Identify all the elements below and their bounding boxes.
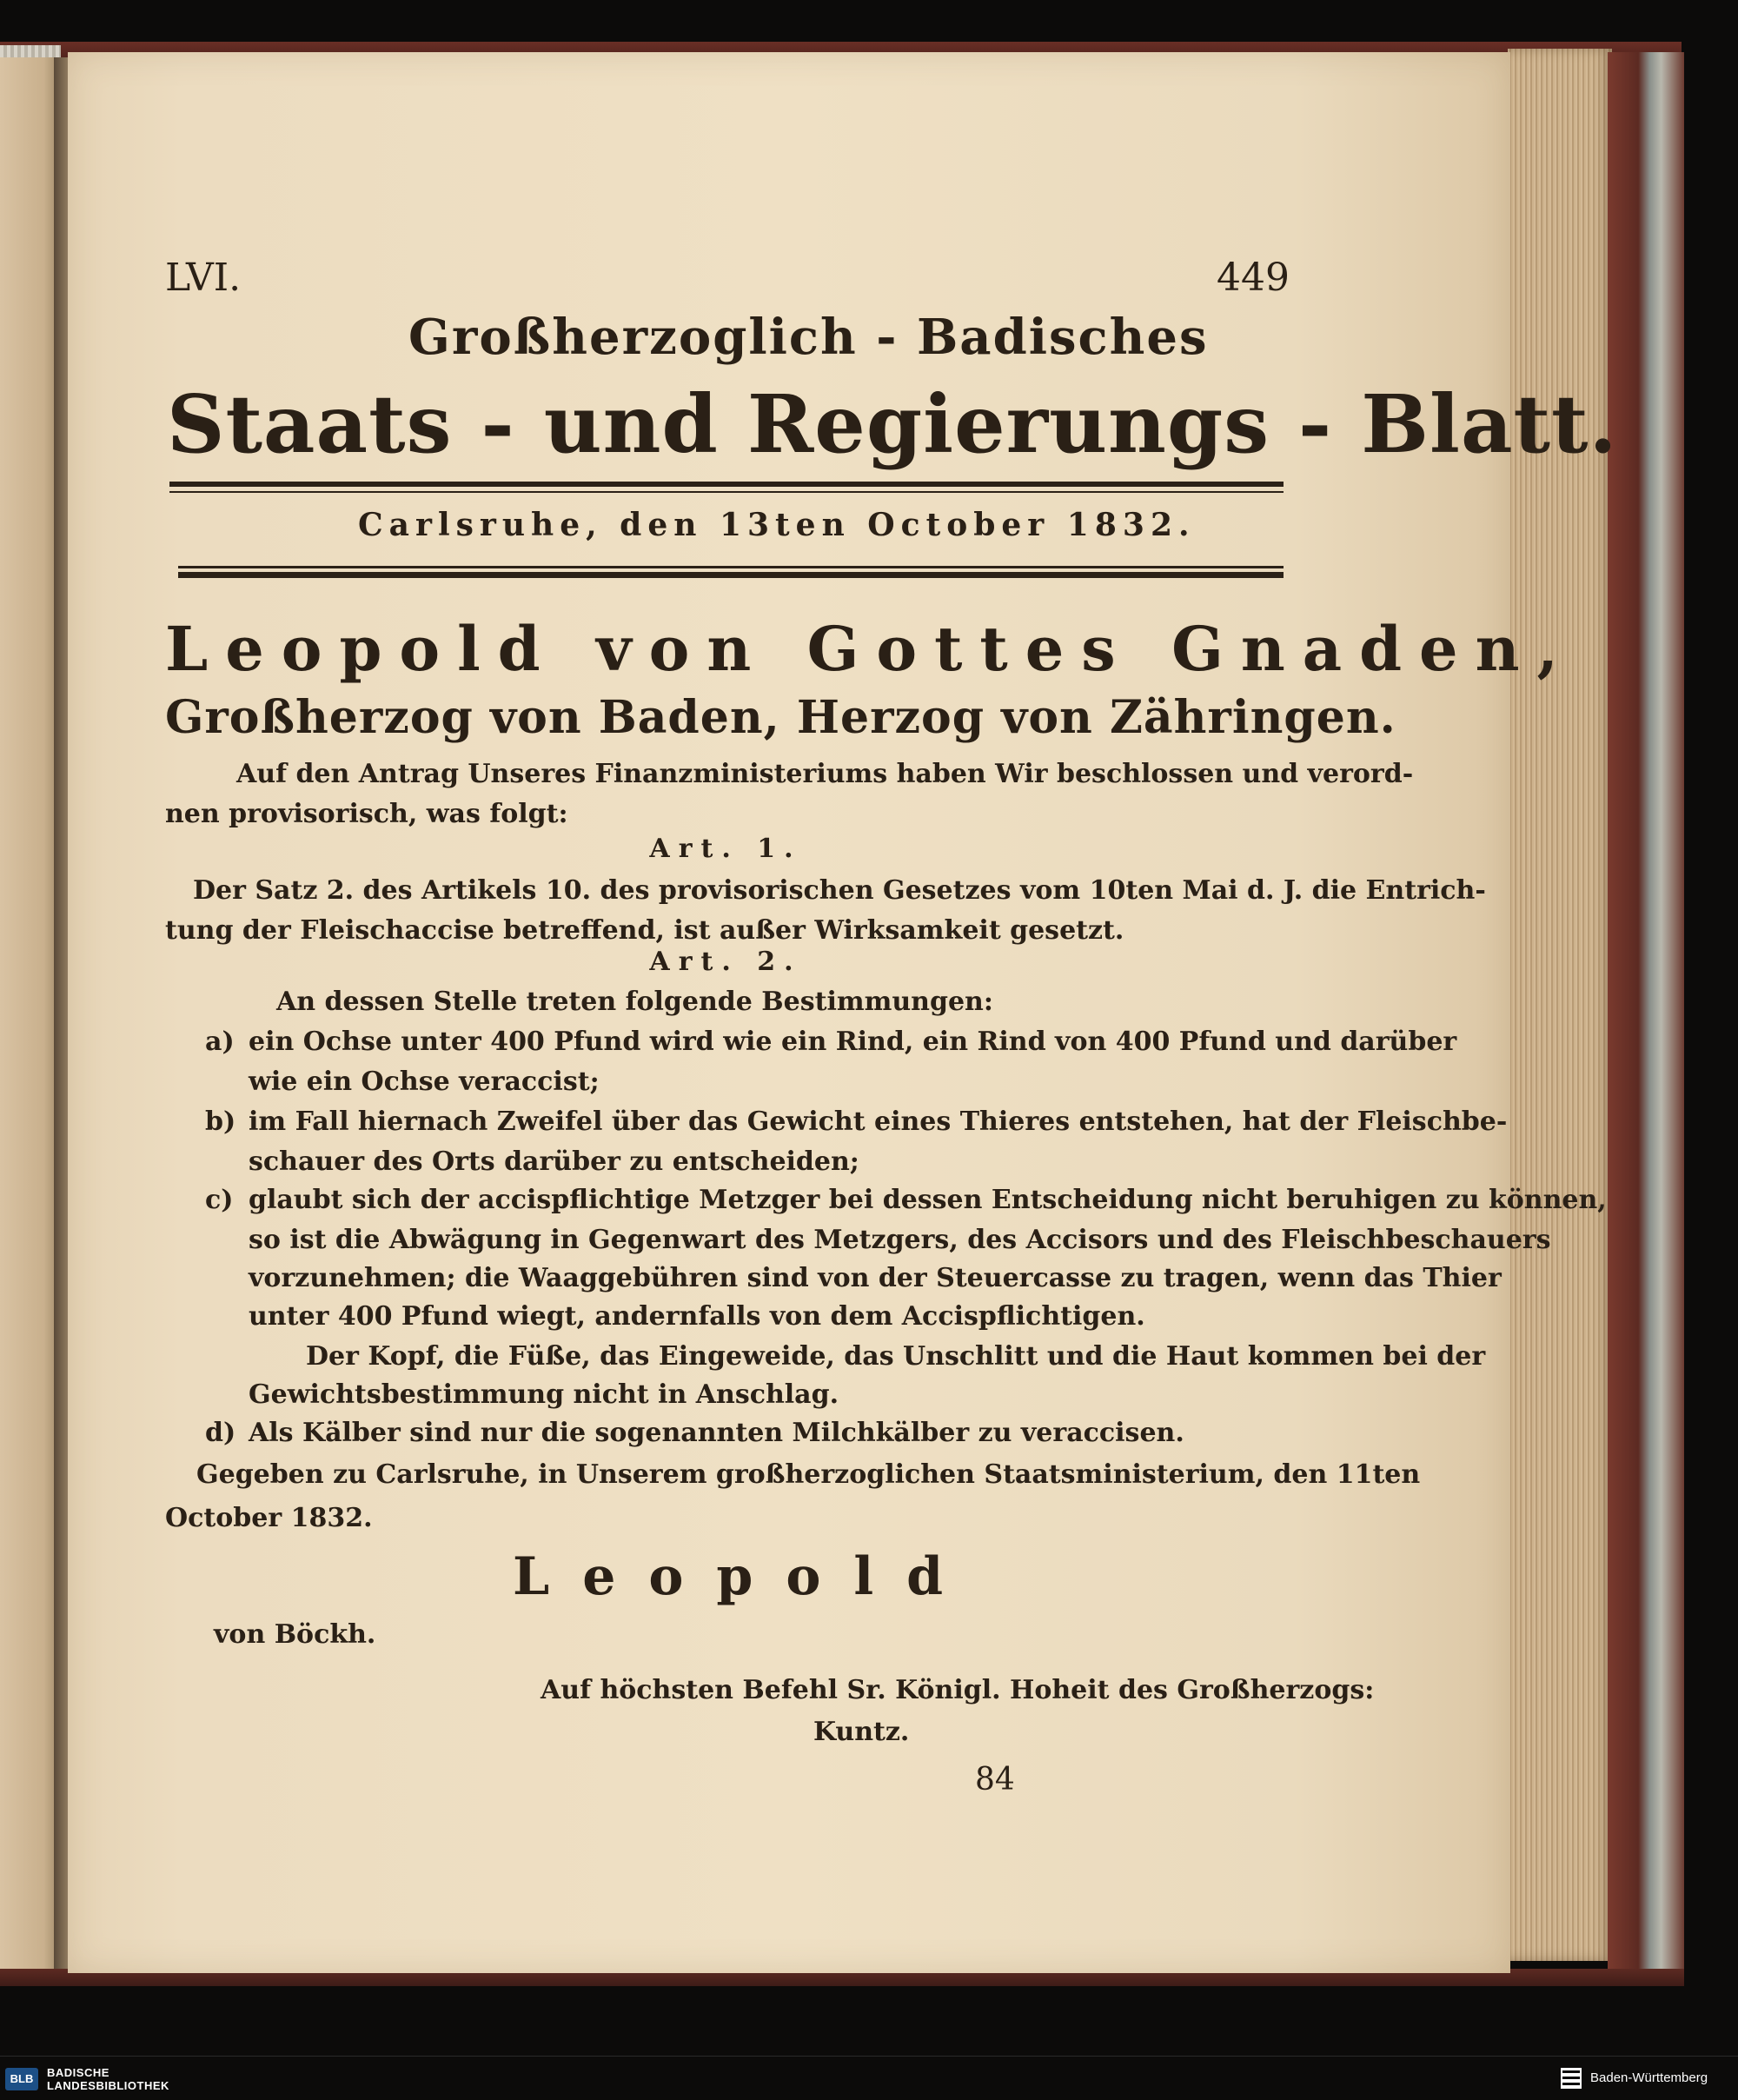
back-cover-board	[1608, 52, 1684, 1969]
header-rule-bottom	[178, 572, 1284, 578]
header-rule-top	[169, 482, 1284, 487]
provision-marker: b)	[205, 1106, 236, 1137]
header-rule-top-thin	[169, 491, 1284, 493]
given-at-line: October 1832.	[165, 1503, 373, 1533]
given-at-line: Gegeben zu Carlsruhe, in Unserem großherzoglichen Staatsministerium, den 11ten	[196, 1459, 1421, 1490]
provision-marker: c)	[205, 1185, 234, 1215]
provision-line: so ist die Abwägung in Gegenwart des Metzgers, des Accisors und des Fleischbeschauers	[249, 1225, 1551, 1255]
sovereign-signature: Leopold	[513, 1546, 977, 1607]
provision-marker: d)	[205, 1418, 236, 1448]
sovereign-title: Großherzog von Baden, Herzog von Zähringen.	[165, 691, 1396, 744]
provision-line: ein Ochse unter 400 Pfund wird wie ein Rind, ein Rind von 400 Pfund und darüber	[249, 1027, 1457, 1057]
article-heading: Art. 2.	[649, 947, 802, 977]
gazette-title-line2: Staats - und Regierungs - Blatt.	[167, 377, 1618, 471]
provision-line: im Fall hiernach Zweifel über das Gewicht eines Thieres entstehen, hat der Fleischbe-	[249, 1106, 1508, 1137]
provision-line: Als Kälber sind nur die sogenannten Milchkälber zu veraccisen.	[249, 1418, 1184, 1448]
blb-logo[interactable]: BLB	[5, 2068, 38, 2090]
preamble-line: Auf den Antrag Unseres Finanzministeriums haben Wir beschlossen und verord-	[236, 759, 1414, 789]
state-label[interactable]: Baden-Württemberg	[1590, 2070, 1708, 2085]
article-line: Der Satz 2. des Artikels 10. des provisorischen Gesetzes vom 10ten Mai d. J. die Entrich-	[193, 875, 1486, 906]
provision-line: schauer des Orts darüber zu entscheiden;	[249, 1146, 859, 1177]
dateline: Carlsruhe, den 13ten October 1832.	[358, 507, 1196, 543]
library-name-line1: BADISCHE	[47, 2066, 109, 2079]
provision-line: vorzunehmen; die Waaggebühren sind von der Steuercasse zu tragen, wenn das Thier	[249, 1263, 1502, 1293]
gazette-title-line1: Großherzoglich - Badisches	[408, 309, 1209, 366]
library-name[interactable]	[47, 2066, 169, 2092]
viewer-footer	[0, 2056, 1738, 2100]
header-rule-bottom-thin	[178, 566, 1284, 568]
issue-number: LVI.	[165, 256, 242, 300]
note-line: Der Kopf, die Füße, das Eingeweide, das Unschlitt und die Haut kommen bei der	[306, 1341, 1486, 1372]
provision-line: glaubt sich der accispflichtige Metzger bei dessen Entscheidung nicht beruhigen zu können,	[249, 1185, 1607, 1215]
library-name-line2: LANDESBIBLIOTHEK	[47, 2079, 169, 2092]
page-number: 449	[1217, 256, 1290, 300]
page-fore-edge	[1508, 49, 1612, 1961]
note-line: Gewichtsbestimmung nicht in Anschlag.	[249, 1379, 839, 1410]
article-heading: Art. 1.	[649, 834, 802, 864]
sheet-number: 84	[975, 1762, 1015, 1798]
countersignature: von Böckh.	[214, 1619, 376, 1650]
state-coat-of-arms-icon[interactable]	[1559, 2066, 1583, 2090]
provision-line: unter 400 Pfund wiegt, andernfalls von dem Accispflichtigen.	[249, 1301, 1145, 1332]
preamble-line: nen provisorisch, was folgt:	[165, 799, 568, 829]
command-line: Auf höchsten Befehl Sr. Königl. Hoheit des Großherzogs:	[541, 1675, 1375, 1705]
provision-line: wie ein Ochse veraccist;	[249, 1067, 600, 1097]
article-line: tung der Fleischaccise betreffend, ist außer Wirksamkeit gesetzt.	[165, 915, 1124, 946]
article-line: An dessen Stelle treten folgende Bestimmungen:	[276, 987, 993, 1017]
provision-marker: a)	[205, 1027, 235, 1057]
secretary-name: Kuntz.	[813, 1717, 910, 1747]
sovereign-line: Leopold von Gottes Gnaden,	[165, 613, 1575, 685]
